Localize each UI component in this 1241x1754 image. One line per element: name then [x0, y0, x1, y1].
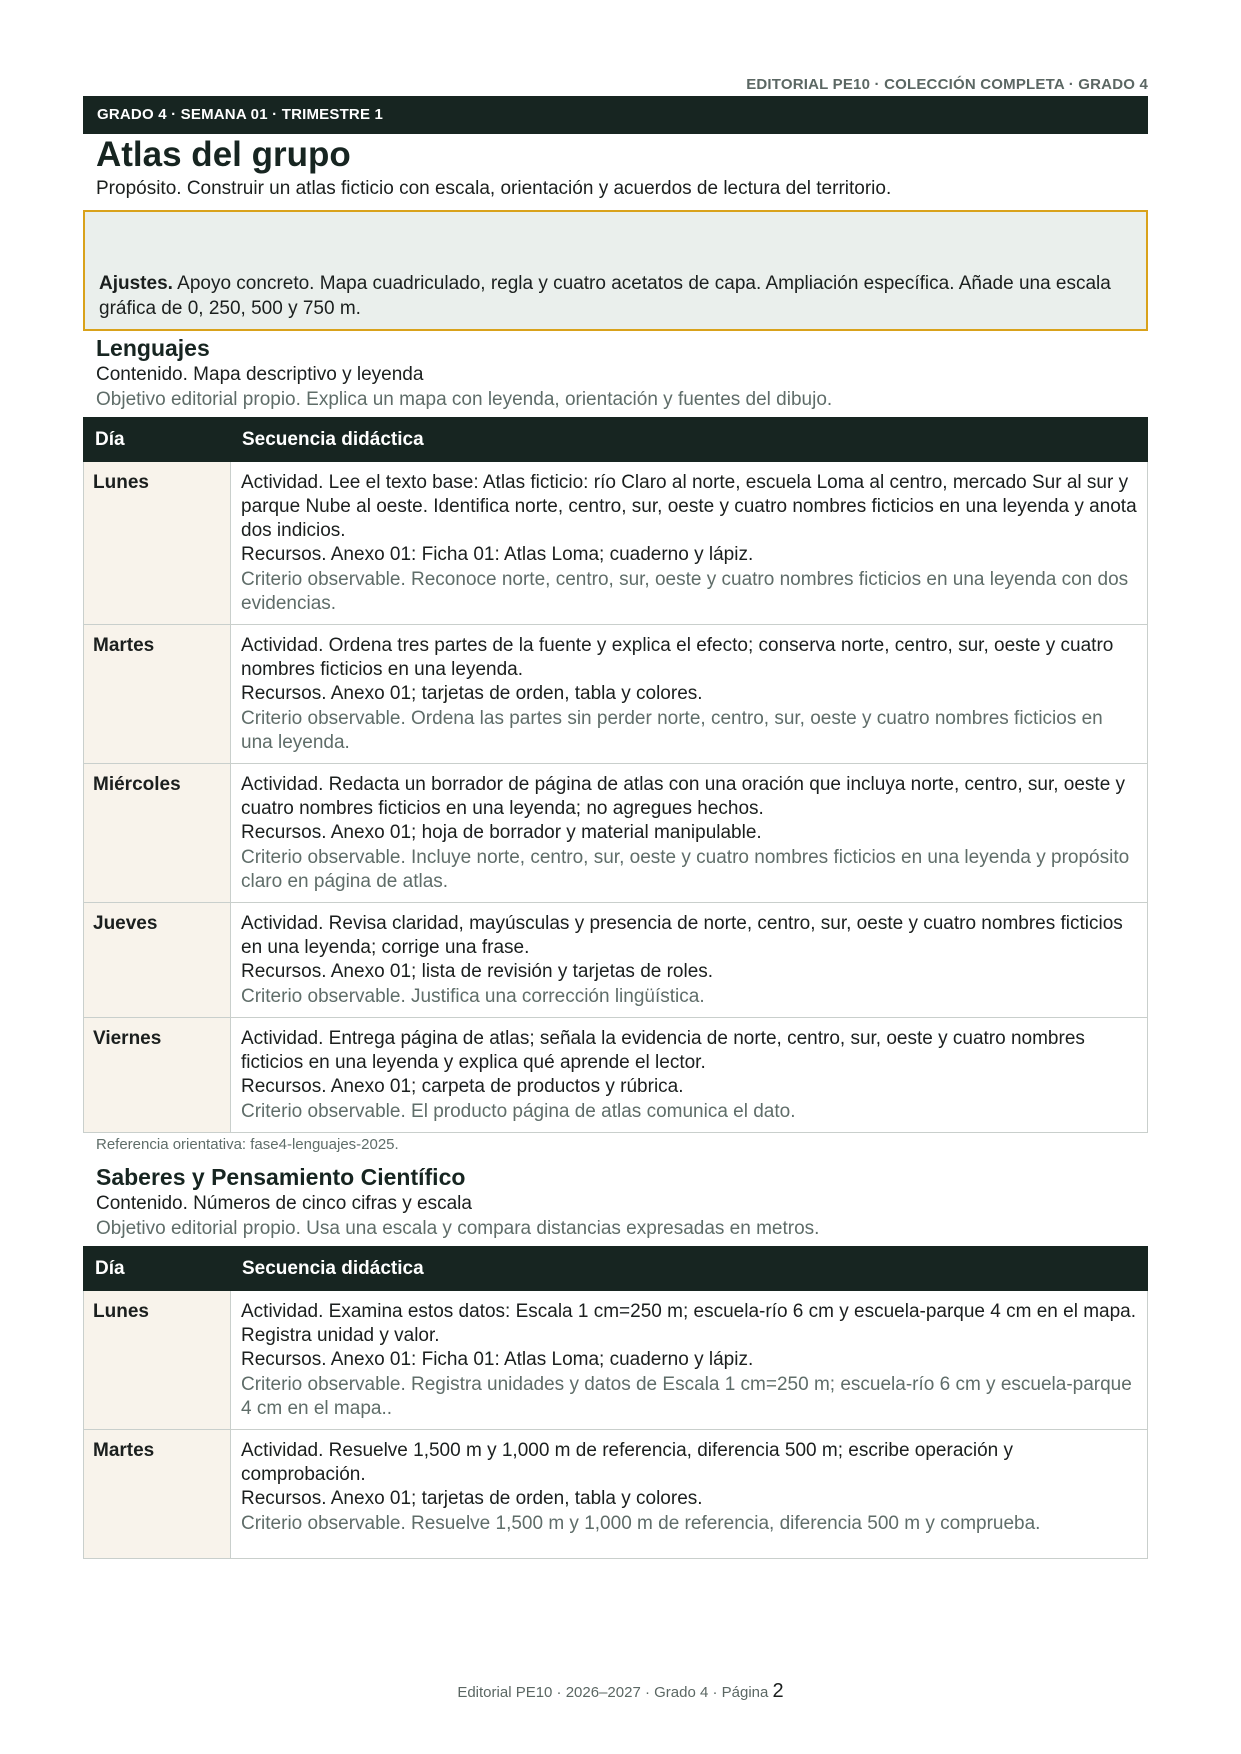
sequence-table: [83, 417, 1148, 1133]
table-header-row: [84, 1247, 1148, 1291]
page-footer: [0, 1680, 1241, 1703]
row-sequence: [231, 764, 1148, 903]
row-criterion: Criterio observable. Incluye norte, centro, sur, oeste y cuatro nombres ficticios en una leyenda y propósito claro en página de atlas.: [241, 847, 1130, 892]
row-activity: Actividad. Redacta un borrador de página de atlas con una oración que incluya norte, centro, sur, oeste y cuatro nombres ficticios en una leyenda; no agregues hechos.: [241, 774, 1126, 819]
row-resources: Recursos. Anexo 01; tarjetas de orden, tabla y colores.: [241, 1488, 703, 1509]
week-band: GRADO 4 · SEMANA 01 · TRIMESTRE 1: [83, 96, 1148, 134]
section-objective: Objetivo editorial propio. Usa una escala y compara distancias expresadas en metros.: [96, 1218, 820, 1239]
header-day: Día: [84, 418, 231, 462]
row-activity: Actividad. Resuelve 1,500 m y 1,000 m de referencia, diferencia 500 m; escribe operación y comprobación.: [241, 1440, 1014, 1485]
row-activity: Actividad. Lee el texto base: Atlas ficticio: río Claro al norte, escuela Loma al centro, mercado Sur al sur y parque Nube al oeste. Identifica norte, centro, sur, oeste y cuatro nombres ficticios en una leyenda y anota dos indicios.: [241, 472, 1137, 541]
section-content: Contenido. Mapa descriptivo y leyenda: [96, 364, 424, 385]
row-day: Lunes: [84, 1291, 231, 1430]
row-day: Martes: [84, 1430, 231, 1559]
section-objective: Objetivo editorial propio. Explica un mapa con leyenda, orientación y fuentes del dibujo.: [96, 389, 833, 410]
row-criterion: Criterio observable. Resuelve 1,500 m y 1,000 m de referencia, diferencia 500 m y comprueba.: [241, 1513, 1041, 1534]
footer-text: Editorial PE10 · 2026–2027 · Grado 4 · Página: [457, 1684, 773, 1701]
row-sequence: [231, 1018, 1148, 1133]
row-resources: Recursos. Anexo 01; hoja de borrador y material manipulable.: [241, 822, 762, 843]
table-row: [84, 1018, 1148, 1133]
row-sequence: [231, 462, 1148, 625]
section-title: Saberes y Pensamiento Científico: [96, 1164, 466, 1190]
row-day: Miércoles: [84, 764, 231, 903]
row-resources: Recursos. Anexo 01; carpeta de productos y rúbrica.: [241, 1076, 684, 1097]
table-row: [84, 462, 1148, 625]
header-sequence: Secuencia didáctica: [231, 418, 1148, 462]
row-resources: Recursos. Anexo 01; lista de revisión y tarjetas de roles.: [241, 961, 714, 982]
reference-note: Referencia orientativa: fase4-lenguajes-2025.: [96, 1136, 399, 1153]
header-day: Día: [84, 1247, 231, 1291]
section-content: Contenido. Números de cinco cifras y escala: [96, 1193, 472, 1214]
row-resources: Recursos. Anexo 01: Ficha 01: Atlas Loma; cuaderno y lápiz.: [241, 1349, 754, 1370]
adjustments-body: Apoyo concreto. Mapa cuadriculado, regla y cuatro acetatos de capa. Ampliación específica. Añade una escala gráfica de 0, 250, 500 y 750 m.: [99, 273, 1111, 319]
purpose-text: Propósito. Construir un atlas ficticio con escala, orientación y acuerdos de lectura del territorio.: [96, 178, 892, 199]
adjustments-label: Ajustes.: [99, 273, 173, 294]
table-row: [84, 903, 1148, 1018]
row-criterion: Criterio observable. Registra unidades y datos de Escala 1 cm=250 m; escuela-río 6 cm y escuela-parque 4 cm en el mapa..: [241, 1374, 1132, 1419]
row-criterion: Criterio observable. Ordena las partes sin perder norte, centro, sur, oeste y cuatro nombres ficticios en una leyenda.: [241, 708, 1103, 753]
running-head: EDITORIAL PE10 · COLECCIÓN COMPLETA · GRADO 4: [746, 76, 1148, 93]
page-number: 2: [772, 1680, 784, 1702]
table-row: [84, 625, 1148, 764]
table-row: [84, 1291, 1148, 1430]
table-header-row: [84, 418, 1148, 462]
row-sequence: [231, 903, 1148, 1018]
row-criterion: Criterio observable. Reconoce norte, centro, sur, oeste y cuatro nombres ficticios en una leyenda con dos evidencias.: [241, 569, 1129, 614]
sequence-table: [83, 1246, 1148, 1559]
row-criterion: Criterio observable. Justifica una corrección lingüística.: [241, 986, 705, 1007]
row-sequence: [231, 625, 1148, 764]
row-activity: Actividad. Ordena tres partes de la fuente y explica el efecto; conserva norte, centro, sur, oeste y cuatro nombres ficticios en una leyenda.: [241, 635, 1114, 680]
page: [83, 0, 1148, 1559]
row-resources: Recursos. Anexo 01; tarjetas de orden, tabla y colores.: [241, 683, 703, 704]
row-day: Viernes: [84, 1018, 231, 1133]
row-activity: Actividad. Examina estos datos: Escala 1 cm=250 m; escuela-río 6 cm y escuela-parque 4 cm en el mapa. Registra unidad y valor.: [241, 1301, 1137, 1346]
section-title: Lenguajes: [96, 335, 210, 361]
adjustments-text: [99, 271, 1120, 321]
row-activity: Actividad. Entrega página de atlas; señala la evidencia de norte, centro, sur, oeste y cuatro nombres ficticios en una leyenda y explica qué aprende el lector.: [241, 1028, 1085, 1073]
row-day: Lunes: [84, 462, 231, 625]
table-row: [84, 1430, 1148, 1559]
row-activity: Actividad. Revisa claridad, mayúsculas y presencia de norte, centro, sur, oeste y cuatro nombres ficticios en una leyenda; corrige una frase.: [241, 913, 1123, 958]
page-title: Atlas del grupo: [96, 135, 351, 174]
row-criterion: Criterio observable. El producto página de atlas comunica el dato.: [241, 1101, 796, 1122]
section-lenguajes: [83, 334, 1148, 1154]
row-sequence: [231, 1430, 1148, 1559]
row-sequence: [231, 1291, 1148, 1430]
adjustments-box: [83, 210, 1148, 331]
header-sequence: Secuencia didáctica: [231, 1247, 1148, 1291]
table-row: [84, 764, 1148, 903]
row-day: Jueves: [84, 903, 231, 1018]
row-resources: Recursos. Anexo 01: Ficha 01: Atlas Loma; cuaderno y lápiz.: [241, 544, 754, 565]
row-day: Martes: [84, 625, 231, 764]
section-saberes: [83, 1163, 1148, 1559]
